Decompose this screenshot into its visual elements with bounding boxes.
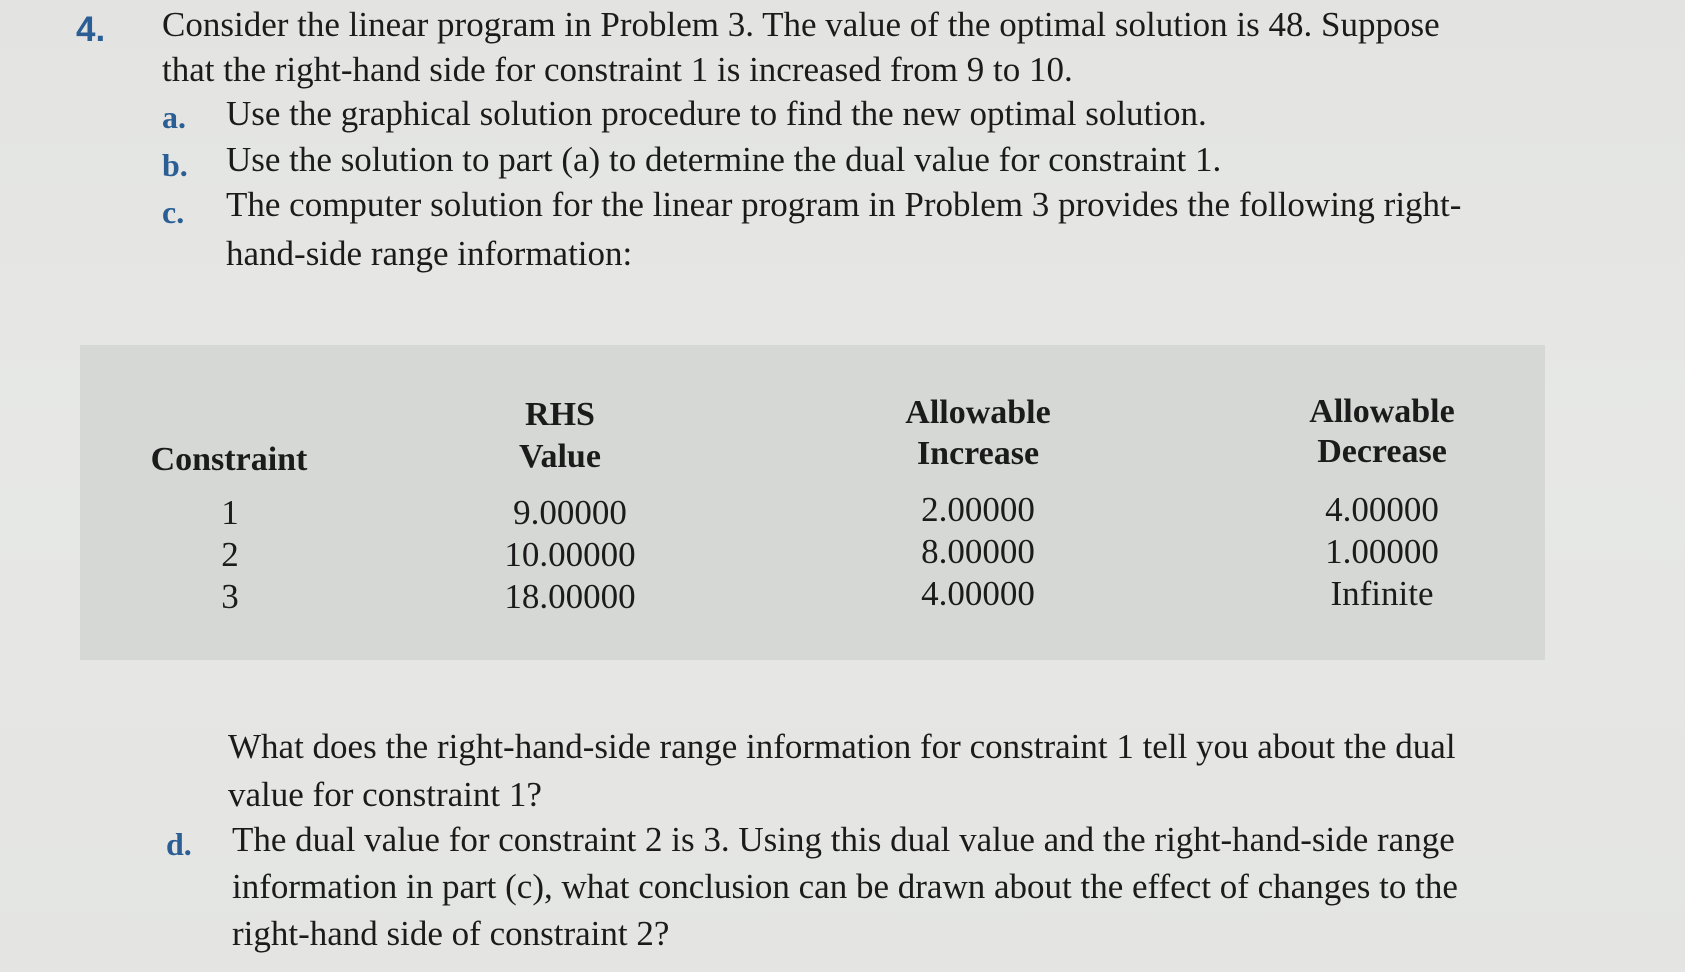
row-1-increase: 2.00000 (921, 490, 1035, 529)
part-c-question-line-1: What does the right-hand-side range information for constraint 1 tell you about the dual (228, 727, 1456, 766)
header-rhs-bottom: Value (519, 438, 601, 475)
part-c-letter: c. (162, 194, 185, 230)
header-increase-bottom: Increase (916, 435, 1040, 472)
part-c-line-2: hand-side range information: (226, 234, 633, 273)
row-2-rhs: 10.00000 (504, 535, 636, 574)
rhs-range-table (80, 345, 1545, 660)
part-d-letter: d. (166, 826, 192, 862)
part-b-text: Use the solution to part (a) to determine the dual value for constraint 1. (226, 140, 1222, 179)
problem-intro-line-1: Consider the linear program in Problem 3. The value of the optimal solution is 48. Suppose (162, 5, 1440, 44)
header-decrease-bottom: Decrease (1317, 433, 1447, 470)
header-rhs-top: RHS (525, 396, 595, 433)
row-1-constraint: 1 (221, 493, 239, 532)
row-1-rhs: 9.00000 (513, 493, 627, 532)
row-1-decrease: 4.00000 (1325, 490, 1439, 529)
part-d-line-1: The dual value for constraint 2 is 3. Using this dual value and the right-hand-side range (232, 820, 1455, 859)
part-b-letter: b. (162, 147, 188, 183)
row-3-decrease: Infinite (1330, 574, 1434, 613)
header-increase-top: Allowable (905, 394, 1051, 431)
problem-number: 4. (76, 10, 106, 49)
row-3-constraint: 3 (221, 577, 239, 616)
part-c-line-1: The computer solution for the linear program in Problem 3 provides the following right- (226, 185, 1462, 224)
part-d-line-2: information in part (c), what conclusion can be drawn about the effect of changes to the (232, 867, 1458, 906)
row-2-increase: 8.00000 (921, 532, 1035, 571)
header-constraint: Constraint (150, 441, 308, 478)
part-c-question-line-2: value for constraint 1? (228, 775, 542, 814)
row-2-decrease: 1.00000 (1325, 532, 1439, 571)
part-d-line-3: right-hand side of constraint 2? (232, 914, 670, 953)
row-2-constraint: 2 (221, 535, 239, 574)
part-a-letter: a. (162, 99, 186, 135)
row-3-rhs: 18.00000 (504, 577, 636, 616)
row-3-increase: 4.00000 (921, 574, 1035, 613)
problem-intro-line-2: that the right-hand side for constraint 1 is increased from 9 to 10. (162, 50, 1073, 89)
part-a-text: Use the graphical solution procedure to find the new optimal solution. (226, 94, 1207, 133)
header-decrease-top: Allowable (1309, 393, 1455, 430)
